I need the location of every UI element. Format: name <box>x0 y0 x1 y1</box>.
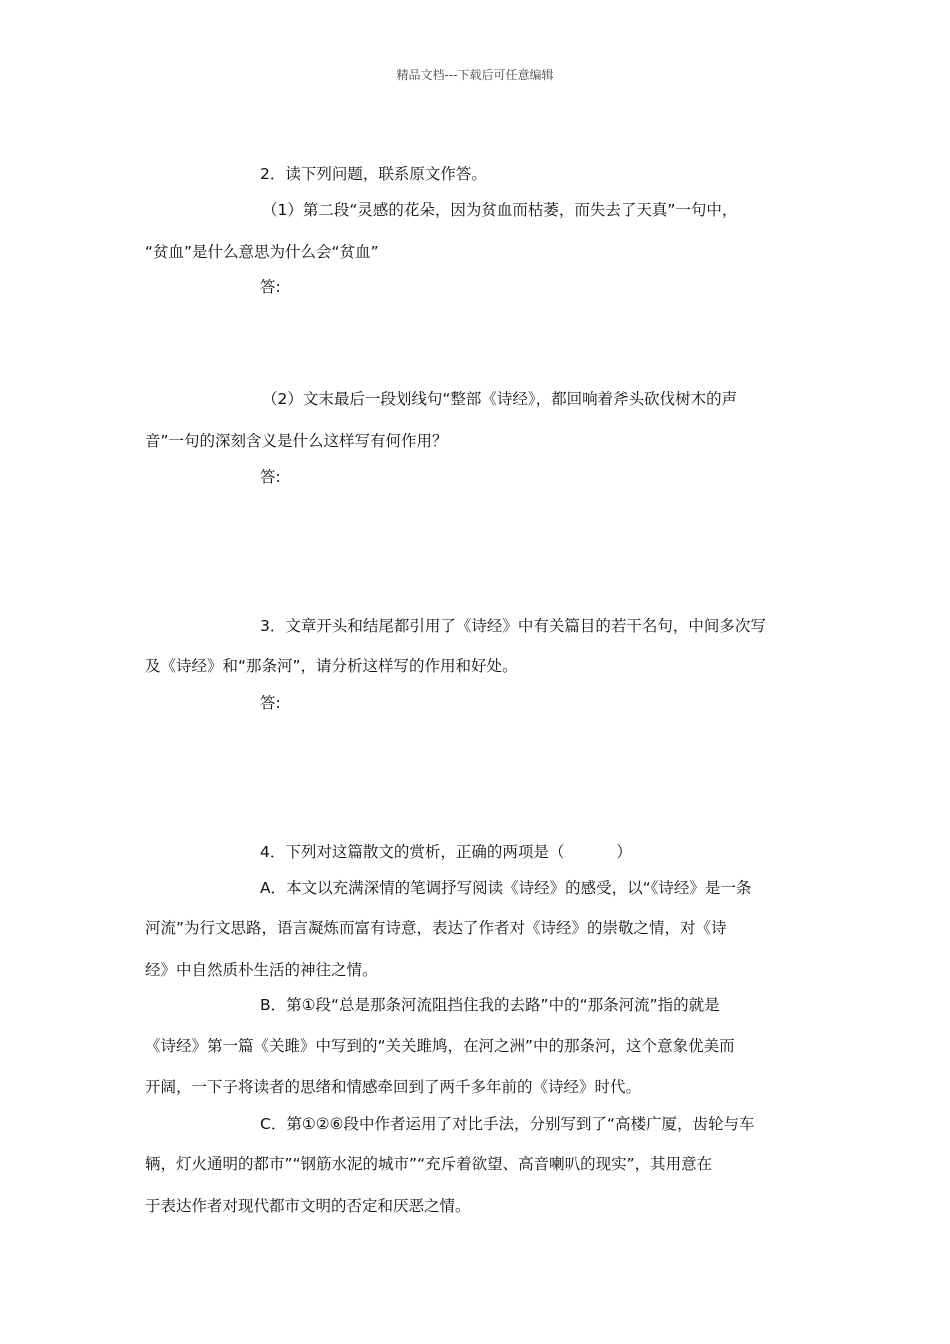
option-a-line-1: A．本文以充满深情的笔调抒写阅读《诗经》的感受，以“《诗经》是一条 <box>260 879 752 897</box>
option-b-line-3: 开阔，一下子将读者的思绪和情感牵回到了两千多年前的《诗经》时代。 <box>145 1078 642 1096</box>
option-c-line-3: 于表达作者对现代都市文明的否定和厌恶之情。 <box>145 1197 471 1215</box>
question-2-1-line-2: “贫血”是什么意思为什么会“贫血” <box>145 243 379 261</box>
page-header: 精品文档---下载后可任意编辑 <box>396 68 554 82</box>
option-a-line-3: 经》中自然质朴生活的神往之情。 <box>145 961 378 979</box>
question-3-line-2: 及《诗经》和“那条河”，请分析这样写的作用和好处。 <box>145 657 518 675</box>
question-4-title-text: 4．下列对这篇散文的赏析，正确的两项是（ <box>260 843 565 861</box>
question-2-1-line-1: （1）第二段“灵感的花朵，因为贫血而枯萎，而失去了天真”一句中， <box>262 201 738 219</box>
option-a-line-2: 河流”为行文思路，语言凝炼而富有诗意，表达了作者对《诗经》的崇敬之情，对《诗 <box>145 919 727 937</box>
question-2-2-line-1: （2）文末最后一段划线句“整部《诗经》，都回响着斧头砍伐树木的声 <box>262 390 738 408</box>
question-2-2-line-2: 音”一句的深刻含义是什么这样写有何作用？ <box>145 432 448 450</box>
question-4-title <box>260 842 632 862</box>
question-3-answer-label: 答: <box>260 694 281 712</box>
question-2-title: 2．读下列问题，联系原文作答。 <box>260 165 487 183</box>
question-4-title-close: ） <box>616 843 632 861</box>
option-b-line-2: 《诗经》第一篇《关雎》中写到的“关关雎鸠，在河之洲”中的那条河，这个意象优美而 <box>145 1037 735 1055</box>
question-2-1-answer-label: 答: <box>260 278 281 296</box>
option-c-line-2: 辆，灯火通明的都市”“钢筋水泥的城市”“充斥着欲望、高音喇叭的现实”，其用意在 <box>145 1155 713 1173</box>
option-c-line-1: C．第①②⑥段中作者运用了对比手法，分别写到了“高楼广厦，齿轮与车 <box>260 1115 755 1133</box>
option-b-line-1: B．第①段“总是那条河流阻挡住我的去路”中的“那条河流”指的就是 <box>260 996 720 1014</box>
question-3-line-1: 3．文章开头和结尾都引用了《诗经》中有关篇目的若干名句，中间多次写 <box>260 617 766 635</box>
question-2-2-answer-label: 答: <box>260 468 281 486</box>
